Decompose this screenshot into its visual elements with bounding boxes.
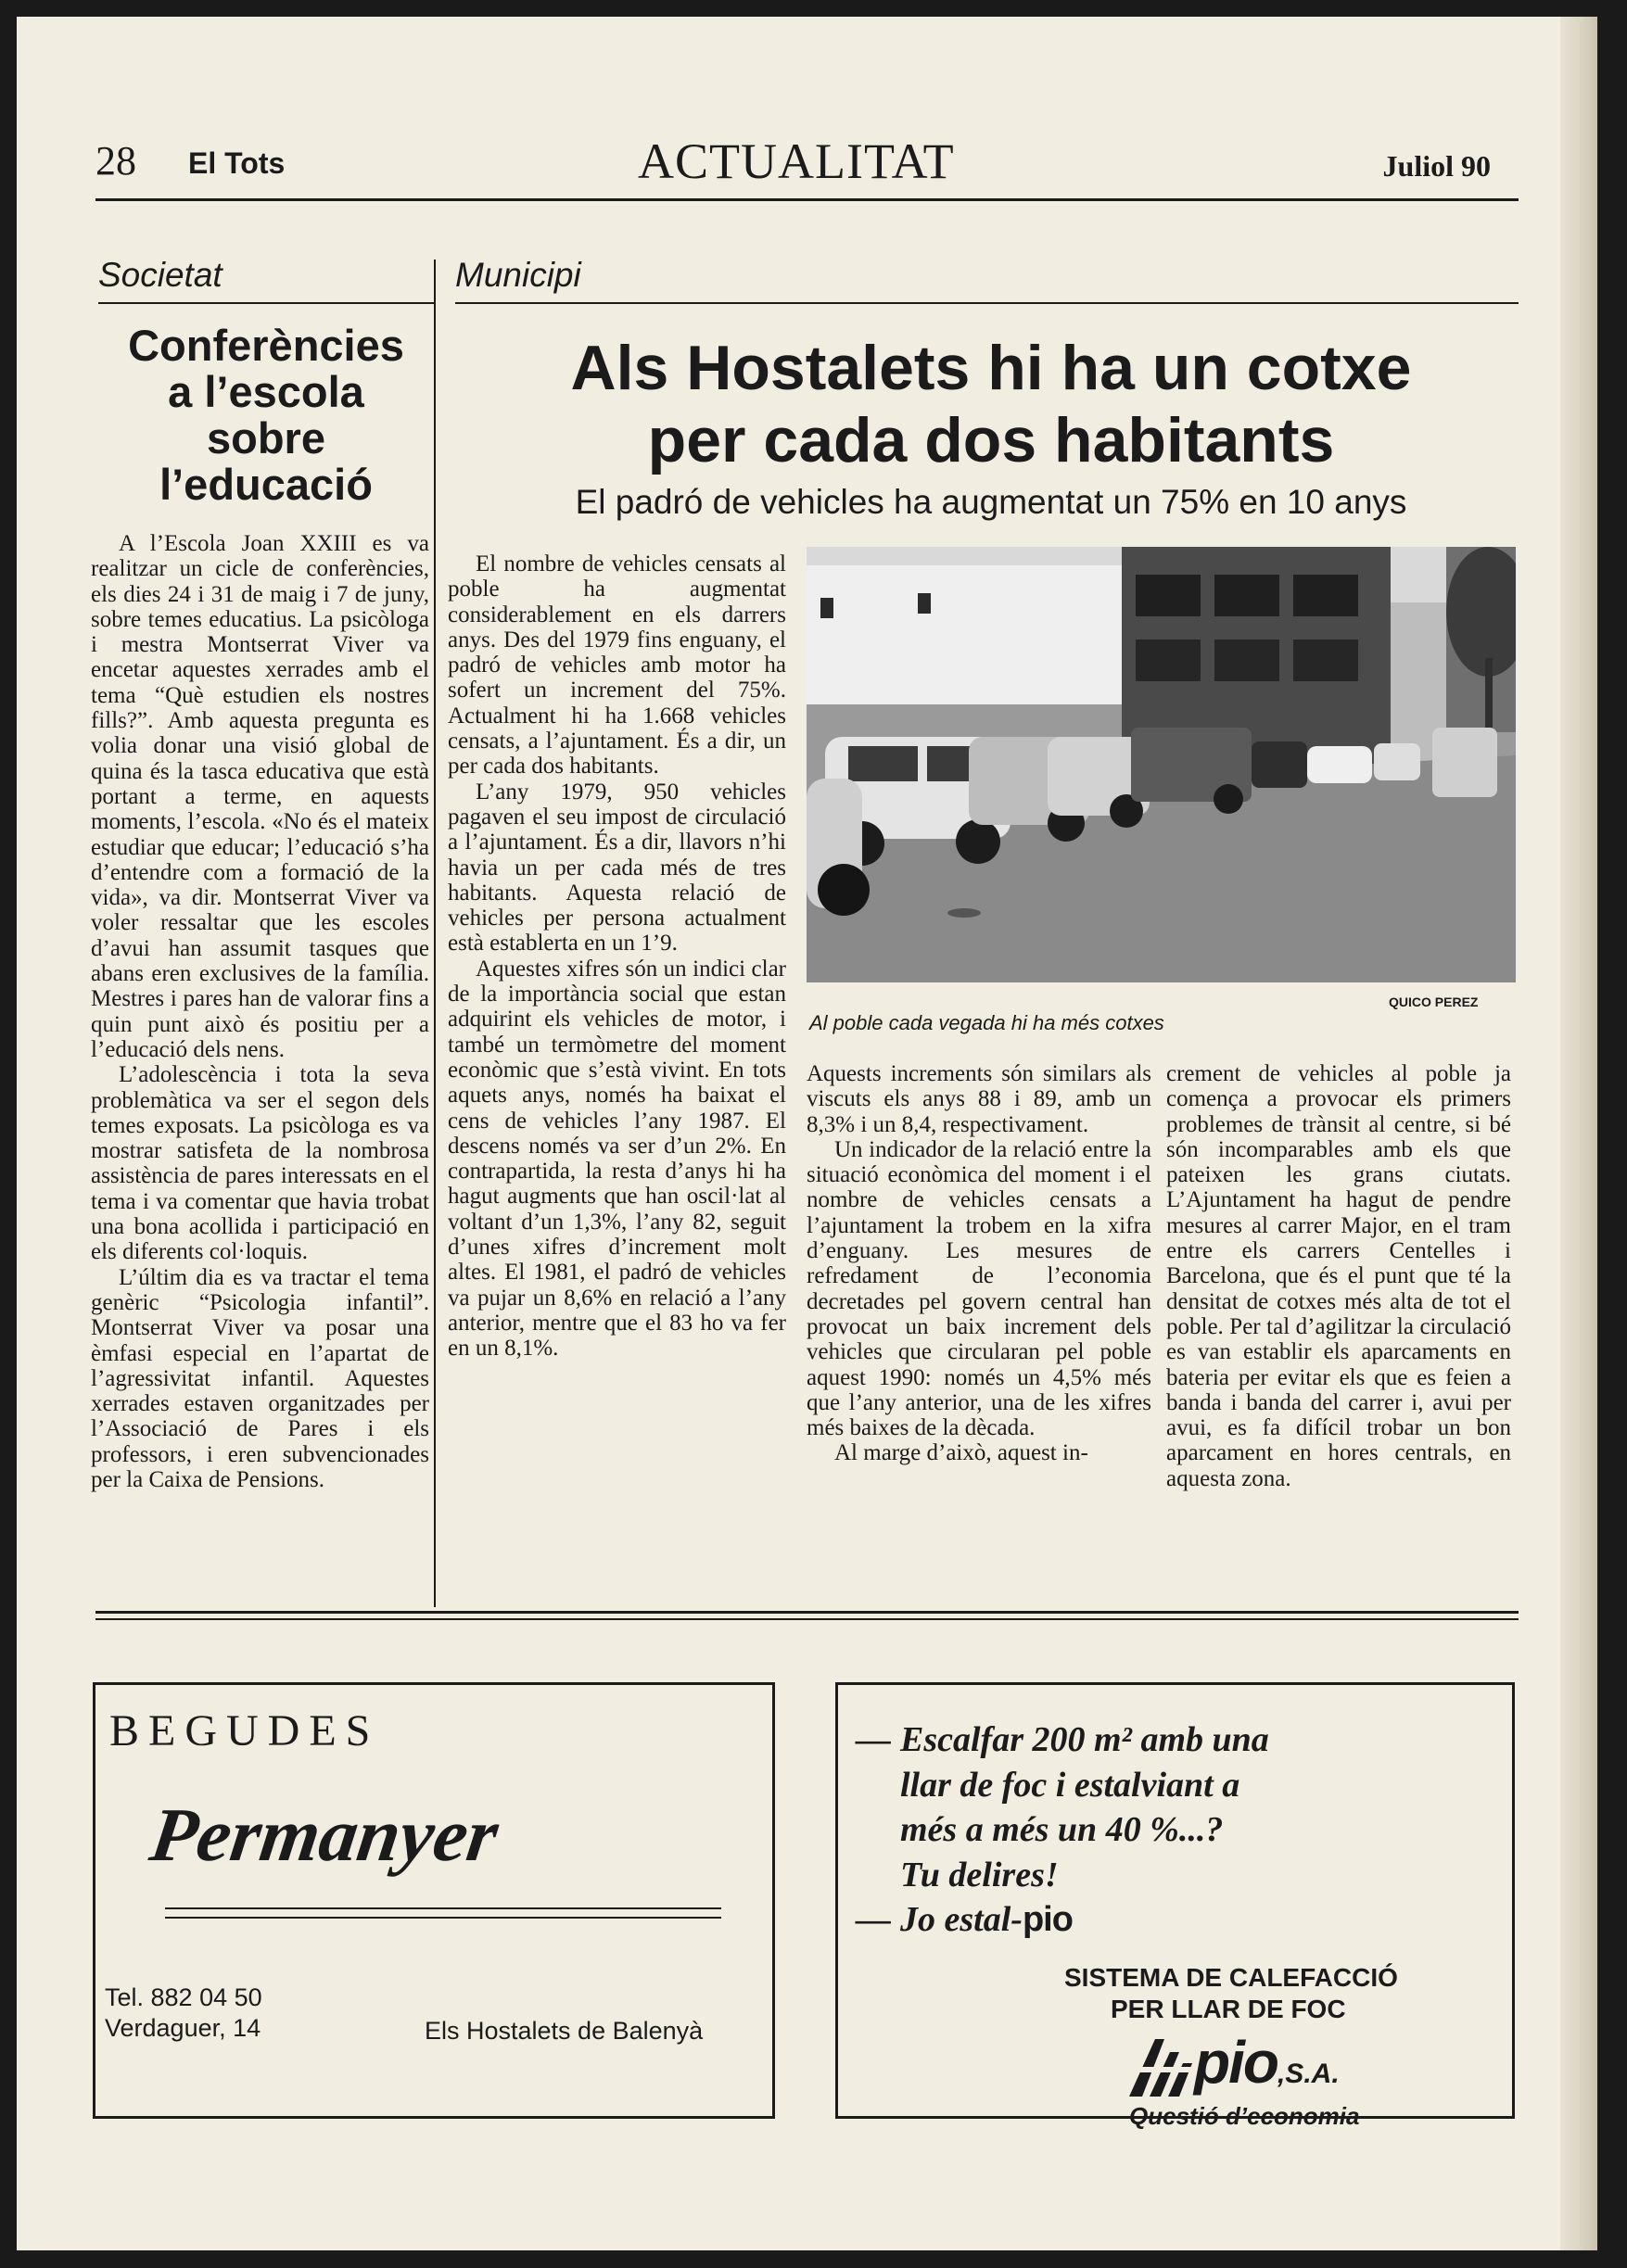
slogan-line: Escalfar 200 m² amb una	[900, 1720, 1269, 1759]
heating-system-line: PER LLAR DE FOC	[1111, 1995, 1346, 2023]
slogan-dash: —	[856, 1720, 891, 1759]
logo-underline	[165, 1907, 721, 1909]
heating-system-line: SISTEMA DE CALEFACCIÓ	[1064, 1963, 1398, 1992]
logo-underline	[165, 1917, 721, 1919]
page-number: 28	[95, 138, 136, 184]
left-article-paragraph: L’adolescència i tota la seva problemàtica va ser el segon dels temes exposats. La psicòloga es va mostrar satisfeta de la nombrosa assistència de pares interessats en el tema i va comentar que havia trobat una bona acollida i participació en els diferents col·loquis.	[91, 1062, 429, 1265]
left-article-body	[91, 531, 429, 1492]
main-article-paragraph: Aquestes xifres són un indici clar de la importància social que estan adquirint els vehicles de motor, i també un termòmetre del moment econòmic que s’està vivint. En tots aquets anys, només ha baixat el cens de vehicles l’any 1987. El descens només va ser d’un 2%. En contrapartida, la resta d’anys hi ha hagut augments que han oscil·lat al voltant d’un 1,3%, l’any 82, seguit d’unes xifres d’increment molt altes. El 1981, el padró de vehicles va pujar un 8,6% en relació a l’any anterior, mentre que el 83 ho va fer en un 8,1%.	[448, 956, 786, 1362]
section-title: ACTUALITAT	[638, 133, 955, 189]
left-headline	[98, 323, 434, 508]
slogan-line: llar de foc i estalviant a	[900, 1765, 1240, 1805]
photo-credit: QUICO PEREZ	[1389, 995, 1479, 1009]
main-headline-line: Als Hostalets hi ha un cotxe	[570, 333, 1412, 403]
main-article-paragraph: L’any 1979, 950 vehicles pagaven el seu impost de circulació a l’ajuntament. És a dir, llavors n’hi havia un per cada més de tres habitants. Aquesta relació de vehicles per persona actualment està establerta en un 1’9.	[448, 779, 786, 957]
slogan-line: més a més un 40 %...?	[900, 1810, 1224, 1849]
slogan-brand: pio	[1022, 1900, 1073, 1939]
kicker-rule-left	[98, 302, 434, 304]
slogan-dash: —	[856, 1900, 891, 1939]
main-subheadline: El padró de vehicles ha augmentat un 75% en 10 anys	[575, 483, 1407, 521]
main-article-paragraph: Un indicador de la relació entre la situació econòmica del moment i el nombre de vehicles censats a l’ajuntament la trobem en la xifra d’enguany. Les mesures de refredament de l’economia decretades pel govern central han provocat un baix increment dels vehicles que circularan pel poble aquest 1990: només un 4,5% més que l’any anterior, una de les xifres més baixes de la dècada.	[807, 1136, 1151, 1441]
column-divider	[434, 260, 436, 1607]
main-headline-line: per cada dos habitants	[647, 405, 1335, 475]
ad-brand-begudes: BEGUDES	[109, 1706, 380, 1755]
left-article-paragraph: A l’Escola Joan XXIII es va realitzar un cicle de conferències, els dies 24 i 31 de maig i 7 de juny, sobre temes educatius. La psicòloga i mestra Montserrat Viver va encetar aquestes xerrades amb el tema “Què estudien els nostres fills?”. Amb aquesta pregunta es volia donar una visió global de quina és la tasca educativa que està portant a terme, en aquests moments, l’escola. «No és el mateix estudiar que educar; l’educació s’ha d’entendre com a formació de la vida», va dir. Montserrat Viver va voler ressaltar que les escoles d’avui han assumit tasques que abans eren exclusives de la família. Mestres i pares han de valorar fins a quin punt això és positiu per a l’educació dels nens.	[91, 531, 429, 1062]
header-rule	[95, 198, 1519, 201]
photo-illustration	[807, 547, 1516, 982]
bottom-rule-thick	[95, 1611, 1519, 1614]
pio-mountain-icon	[1129, 2039, 1194, 2097]
left-headline-line: a l’escola	[168, 367, 364, 416]
permanyer-logo: Permanyer	[145, 1793, 503, 1877]
ad-address: Verdaguer, 14	[105, 2014, 261, 2042]
publication-name: El Tots	[188, 146, 286, 180]
bottom-rule-thin	[95, 1618, 1519, 1620]
slogan-line: Tu delires!	[900, 1855, 1059, 1894]
street-parked-cars-photo	[807, 547, 1516, 982]
slogan-line: Jo estal-	[900, 1900, 1023, 1939]
kicker-societat: Societat	[98, 256, 222, 294]
page-edge-shadow	[1560, 17, 1597, 2250]
left-article-paragraph: L’últim dia es va tractar el tema genèric “Psicologia infantil”. Montserrat Viver va posar una èmfasi especial en l’apartat de l’agressivitat infantil. Aquestes xerrades estaven organitzades per l’Associació de Pares i els professors, i eren subvencionades per la Caixa de Pensions.	[91, 1264, 429, 1492]
kicker-municipi: Municipi	[455, 256, 581, 294]
main-article-column-1	[448, 551, 786, 1362]
main-article-column-2	[807, 1061, 1151, 1466]
main-article-paragraph: Aquests increments són similars als viscuts els anys 88 i 89, amb un 8,3% i un 8,4, respectivament.	[807, 1061, 1151, 1137]
ad-town: Els Hostalets de Balenyà	[425, 2017, 704, 2045]
pio-logo	[1129, 2028, 1340, 2097]
left-headline-line: l’educació	[159, 460, 373, 509]
main-article-paragraph: El nombre de vehicles censats al poble ha augmentat considerablement en els darrers anys. Des del 1979 fins enguany, el padró de vehicles amb motor ha sofert un increment del 75%. Actualment hi ha 1.668 vehicles censats, a l’ajuntament. És a dir, un per cada dos habitants.	[448, 551, 786, 779]
ad-slogan	[856, 1717, 1269, 1943]
photo-caption: Al poble cada vegada hi ha més cotxes	[809, 1011, 1164, 1034]
ad-phone: Tel. 882 04 50	[105, 1983, 262, 2011]
kicker-rule-right	[455, 302, 1519, 304]
left-headline-line: sobre	[207, 413, 325, 462]
main-article-column-3	[1166, 1061, 1511, 1491]
left-headline-line: Conferències	[128, 321, 404, 370]
pio-company-suffix: ,S.A.	[1277, 2059, 1340, 2089]
main-headline	[458, 332, 1524, 476]
pio-company-name: pio	[1194, 2029, 1277, 2096]
main-article-paragraph: crement de vehicles al poble ja comença a provocar els primers problemes de trànsit al centre, si bé són incomparables amb els que pateixen les grans ciutats. L’Ajuntament ha hagut de pendre mesures al carrer Major, en el tram entre els carrers Centelles i Barcelona, que és el punt que té la densitat de cotxes més alta de tot el poble. Per tal d’agilitzar la circulació es van establir els aparcaments en bateria per evitar els que es feien a banda i banda del carrer i, avui per avui, es fa difícil trobar un bon aparcament en hores centrals, en aquesta zona.	[1166, 1061, 1511, 1491]
main-article-paragraph: Al marge d’això, aquest in-	[834, 1440, 1088, 1466]
newspaper-page	[17, 17, 1597, 2250]
issue-date: Juliol 90	[1382, 149, 1491, 183]
pio-tagline: Questió d’economia	[1129, 2102, 1360, 2130]
